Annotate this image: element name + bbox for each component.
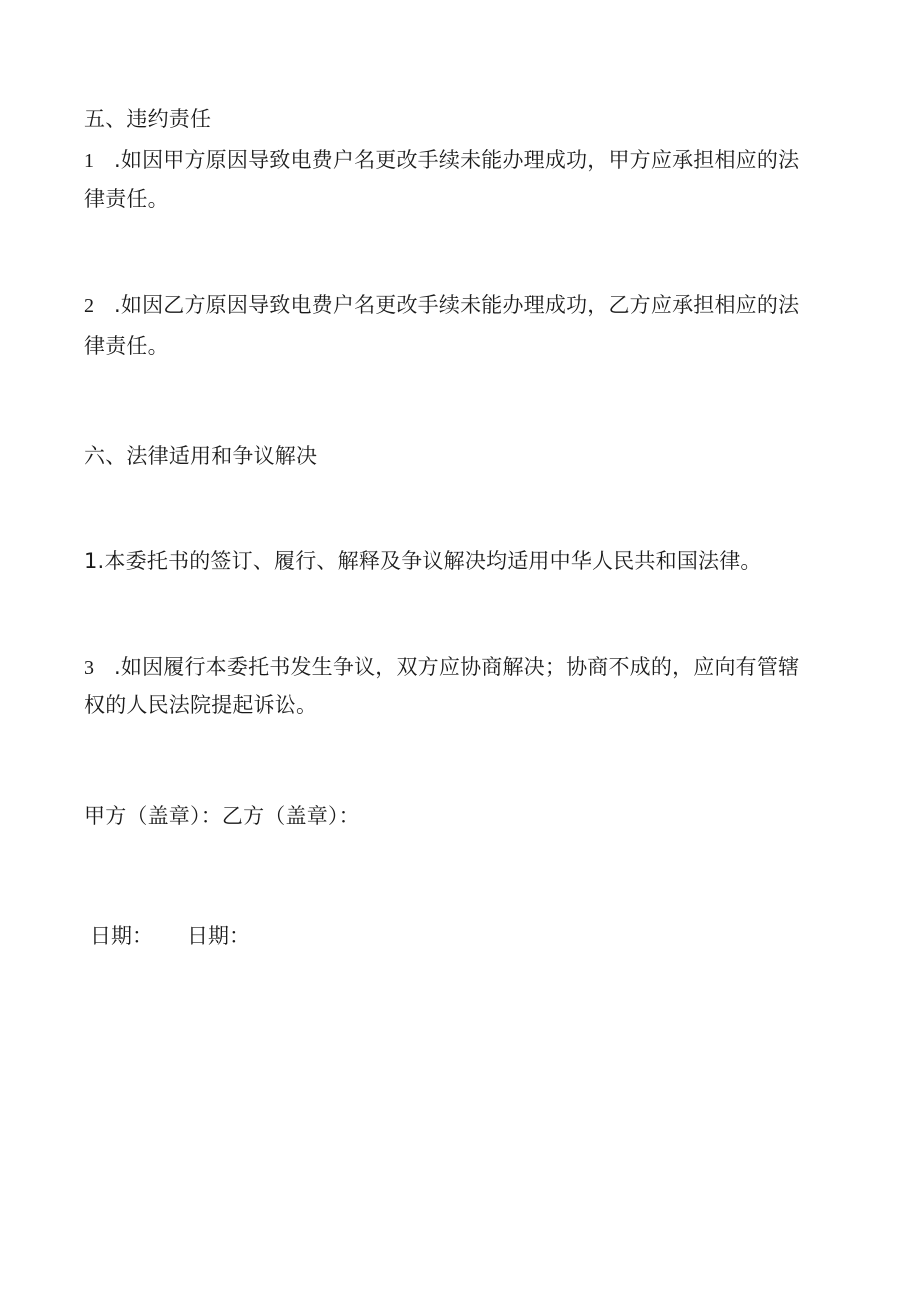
clause-6-3-line-2: 权的人民法院提起诉讼。 (84, 693, 318, 717)
section-heading-governing-law: 六、法律适用和争议解决 (84, 444, 318, 468)
clause-text: .如因甲方原因导致电费户名更改手续未能办理成功，甲方应承担相应的法 (114, 148, 800, 172)
clause-5-2-line-1 (84, 290, 799, 321)
date-label-party-b: 日期： (187, 924, 250, 948)
clause-5-1-line-1 (84, 145, 799, 176)
section-heading-breach-liability: 五、违约责任 (84, 107, 212, 131)
clause-5-2-line-2: 律责任。 (84, 334, 169, 358)
clause-number: 3 (84, 657, 95, 679)
clause-text: .如因乙方原因导致电费户名更改手续未能办理成功，乙方应承担相应的法 (114, 293, 800, 317)
clause-6-1: 1.本委托书的签订、履行、解释及争议解决均适用中华人民共和国法律。 (84, 549, 762, 573)
date-label-party-a: 日期： (90, 924, 153, 948)
clause-number: 1 (84, 150, 95, 172)
clause-text: .如因履行本委托书发生争议，双方应协商解决；协商不成的，应向有管辖 (114, 655, 800, 679)
clause-number: 2 (84, 295, 95, 317)
clause-5-1-line-2: 律责任。 (84, 187, 169, 211)
signature-seal-line: 甲方（盖章）：乙方（盖章）： (84, 804, 360, 828)
clause-6-3-line-1 (84, 652, 799, 683)
